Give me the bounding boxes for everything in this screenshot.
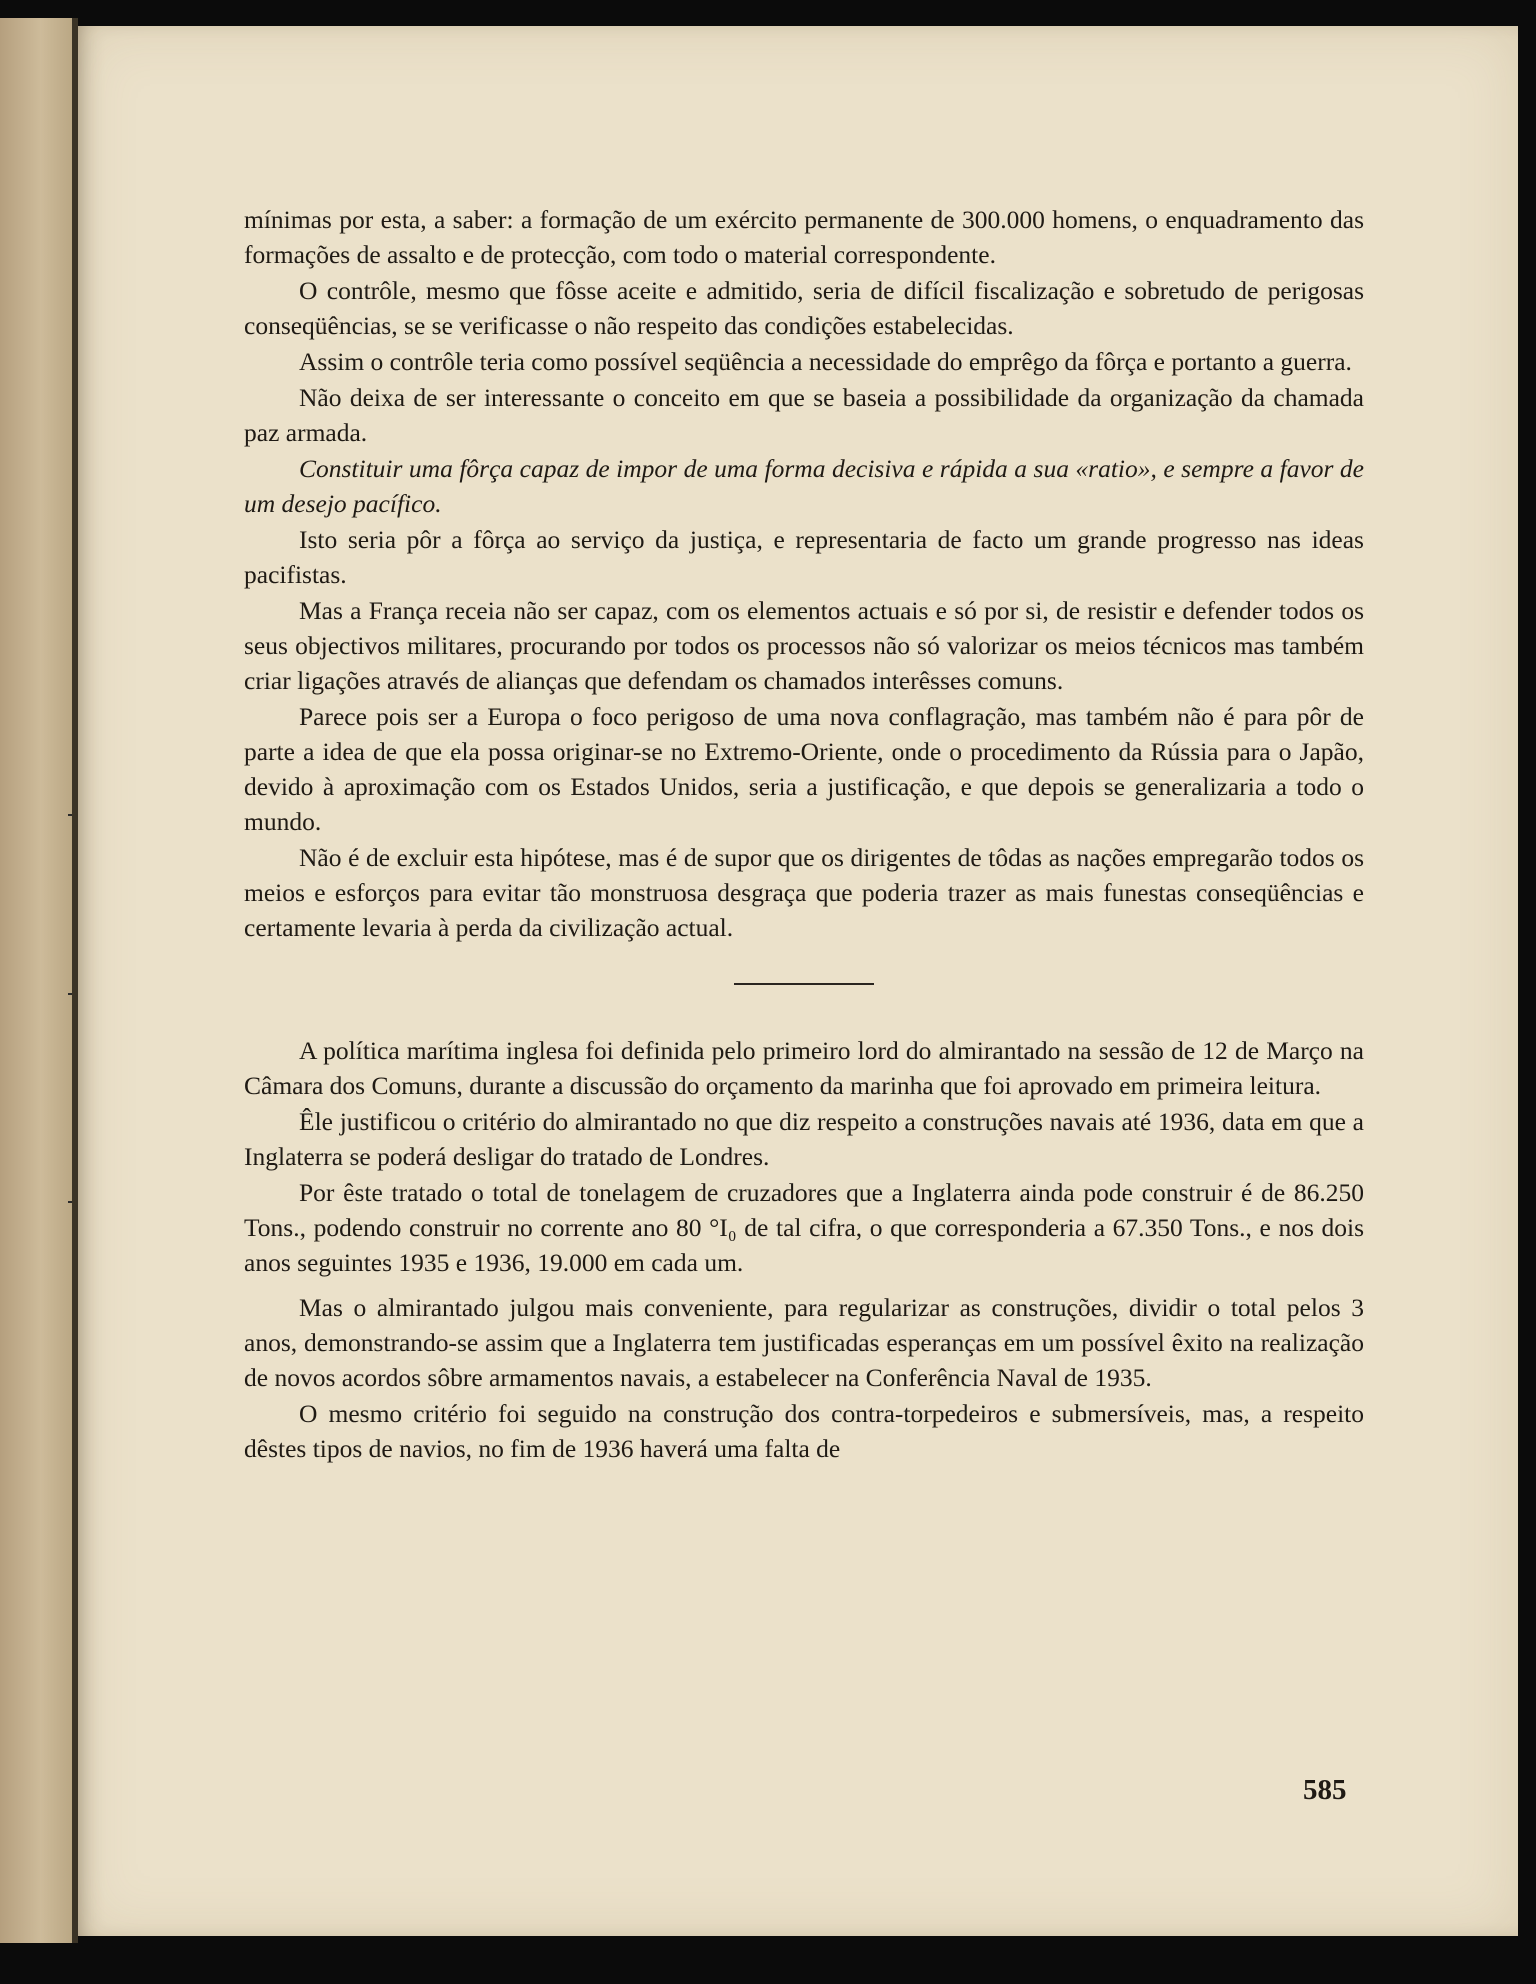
- paragraph: O contrôle, mesmo que fôsse aceite e admitido, seria de difícil fiscalização e sobretudo de perigosas conseqüências, se se verificasse o não respeito das condições estabelecidas.: [244, 276, 1364, 340]
- paragraph: mínimas por esta, a saber: a formação de um exército permanente de 300.000 homens, o enquadramento das formações de assalto e de protecção, com todo o material correspondente.: [244, 205, 1364, 269]
- paragraph-italic: Constituir uma fôrça capaz de impor de uma forma decisiva e rápida a sua «ratio», e sempre a favor de um desejo pacífico.: [244, 454, 1364, 518]
- paragraph: Assim o contrôle teria como possível seqüência a necessidade do emprêgo da fôrça e portanto a guerra.: [299, 347, 1352, 376]
- paragraph: Não deixa de ser interessante o conceito em que se baseia a possibilidade da organização da chamada paz armada.: [244, 383, 1364, 447]
- left-page-edge: [0, 18, 74, 1943]
- paragraph: A política marítima inglesa foi definida pelo primeiro lord do almirantado na sessão de 12 de Março na Câmara dos Comuns, durante a discussão do orçamento da marinha que foi aprovado em primeira leitura.: [244, 1036, 1364, 1100]
- section-divider: [734, 983, 874, 985]
- paragraph: Não é de excluir esta hipótese, mas é de supor que os dirigentes de tôdas as nações empregarão todos os meios e esforços para evitar tão monstruosa desgraça que poderia trazer as mais funestas conseqüências e certamente levaria à perda da civilização actual.: [244, 843, 1364, 942]
- paragraph: Parece pois ser a Europa o foco perigoso de uma nova conflagração, mas também não é para pôr de parte a idea de que ela possa originar-se no Extremo-Oriente, onde o procedimento da Rússia para o Japão, devido à aproximação com os Estados Unidos, seria a justificação, e que depois se generalizaria a todo o mundo.: [244, 702, 1364, 836]
- paragraph: Êle justificou o critério do almirantado no que diz respeito a construções navais até 1936, data em que a Inglaterra se poderá desligar do tratado de Londres.: [244, 1107, 1364, 1171]
- paragraph: Mas a França receia não ser capaz, com os elementos actuais e só por si, de resistir e defender todos os seus objectivos militares, procurando por todos os processos não só valorizar os meios técnicos mas também criar ligações através de alianças que defendam os chamados interêsses comuns.: [244, 596, 1364, 695]
- book-page: [78, 26, 1518, 1936]
- page-text: [244, 202, 1364, 1467]
- paragraph: Isto seria pôr a fôrça ao serviço da justiça, e representaria de facto um grande progresso nas ideas pacifistas.: [244, 525, 1364, 589]
- paragraph: Mas o almirantado julgou mais conveniente, para regularizar as construções, dividir o total pelos 3 anos, demonstrando-se assim que a Inglaterra tem justificadas esperanças em um possível êxito na realização de novos acordos sôbre armamentos navais, a estabelecer na Conferência Naval de 1935.: [244, 1293, 1364, 1392]
- paragraph: Por êste tratado o total de tonelagem de cruzadores que a Inglaterra ainda pode construir é de 86.250 Tons., podendo construir no corrente ano 80 °I₀ de tal cifra, o que corresponderia a 67.350 Tons., e nos dois anos seguintes 1935 e 1936, 19.000 em cada um.: [244, 1178, 1364, 1277]
- paragraph: O mesmo critério foi seguido na construção dos contra-torpedeiros e submersíveis, mas, a respeito dêstes tipos de navios, no fim de 1936 haverá uma falta de: [244, 1399, 1364, 1463]
- page-number: 585: [1303, 1774, 1347, 1806]
